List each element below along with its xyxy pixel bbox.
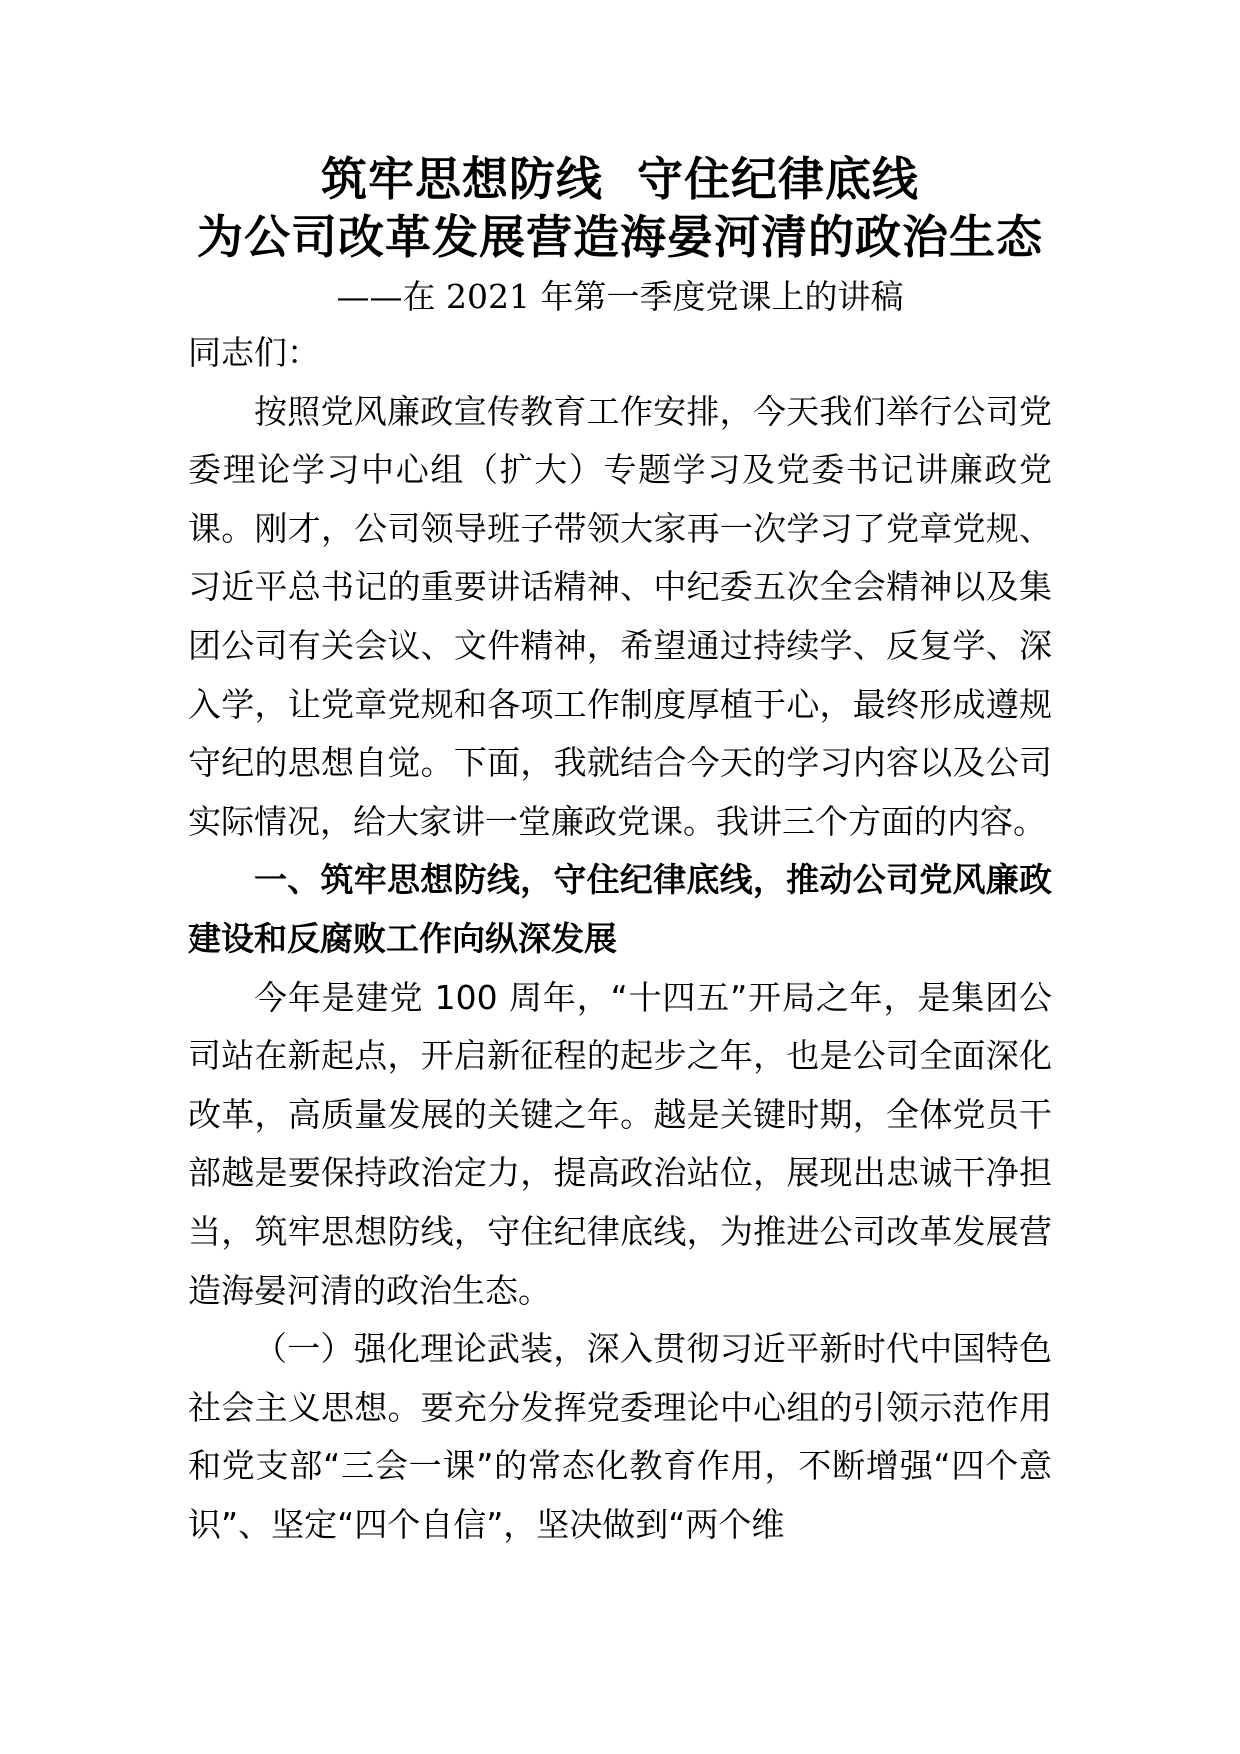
section-heading-1: 一、筑牢思想防线，守住纪律底线，推动公司党风廉政建设和反腐败工作向纵深发展: [188, 860, 1052, 958]
paragraph-subsection-1: （一）强化理论武装，深入贯彻习近平新时代中国特色社会主义思想。要充分发挥党委理论中心组的引领示范作用和党支部“三会一课”的常态化教育作用，不断增强“四个意识”、坚定“四个自信”，坚决做到“两个维: [188, 1329, 1052, 1544]
title-line-2: 为公司改革发展营造海晏河清的政治生态: [197, 210, 1043, 264]
title-line-1: 筑牢思想防线 守住纪律底线: [320, 152, 920, 206]
document-subtitle: ——在 2021 年第一季度党课上的讲稿: [336, 277, 904, 316]
document-title: [0, 150, 1240, 266]
paragraph-intro: 按照党风廉政宣传教育工作安排，今天我们举行公司党委理论学习中心组（扩大）专题学习及党委书记讲廉政党课。刚才，公司领导班子带领大家再一次学习了党章党规、习近平总书记的重要讲话精神、中纪委五次全会精神以及集团公司有关会议、文件精神，希望通过持续学、反复学、深入学，让党章党规和各项工作制度厚植于心，最终形成遵规守纪的思想自觉。下面，我就结合今天的学习内容以及公司实际情况，给大家讲一堂廉政党课。我讲三个方面的内容。: [188, 391, 1052, 841]
document-body: [188, 324, 1052, 1554]
salutation: 同志们：: [188, 333, 320, 372]
paragraph-context: 今年是建党 100 周年，“十四五”开局之年，是集团公司站在新起点，开启新征程的起步之年，也是公司全面深化改革，高质量发展的关键之年。越是关键时期，全体党员干部越是要保持政治定力，提高政治站位，展现出忠诚干净担当，筑牢思想防线，守住纪律底线，为推进公司改革发展营造海晏河清的政治生态。: [188, 977, 1052, 1310]
